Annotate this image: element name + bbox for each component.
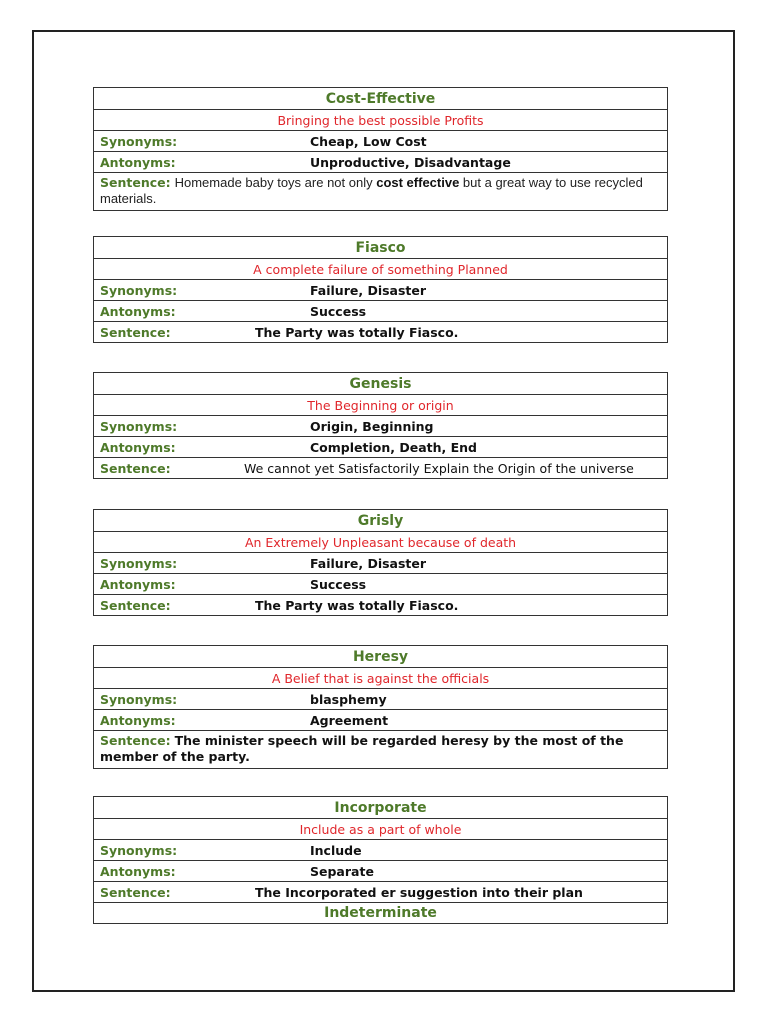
- synonyms-value: Origin, Beginning: [310, 418, 434, 434]
- word-title: Fiasco: [355, 239, 406, 256]
- vocab-card-incorporate: [93, 796, 668, 924]
- antonyms-label: Antonyms:: [100, 303, 176, 319]
- synonyms-label: Synonyms:: [100, 133, 178, 149]
- antonyms-row: [94, 300, 667, 321]
- word-title: Incorporate: [334, 799, 427, 816]
- synonyms-label: Synonyms:: [100, 842, 178, 858]
- synonyms-row: [94, 552, 667, 573]
- vocab-card-cost-effective: [93, 87, 668, 211]
- sentence-row: [94, 457, 667, 478]
- sentence-row: [94, 321, 667, 342]
- antonyms-value: Success: [310, 303, 367, 319]
- antonyms-label: Antonyms:: [100, 154, 176, 170]
- antonyms-label: Antonyms:: [100, 712, 176, 728]
- word-title: Heresy: [352, 648, 409, 665]
- sentence-text-bold: cost effective: [376, 175, 460, 190]
- synonyms-row: [94, 688, 667, 709]
- antonyms-row: [94, 709, 667, 730]
- word-definition: Include as a part of whole: [94, 818, 667, 839]
- synonyms-label: Synonyms:: [100, 691, 178, 707]
- synonyms-value: Failure, Disaster: [310, 555, 427, 571]
- word-definition: The Beginning or origin: [94, 394, 667, 415]
- vocab-card-grisly: [93, 509, 668, 616]
- sentence-value: We cannot yet Satisfactorily Explain the Origin of the universe: [244, 460, 634, 476]
- sentence-row: [94, 730, 667, 768]
- sentence-row: [94, 881, 667, 902]
- synonyms-row: [94, 279, 667, 300]
- antonyms-value: Success: [310, 576, 367, 592]
- synonyms-label: Synonyms:: [100, 282, 178, 298]
- synonyms-row: [94, 415, 667, 436]
- sentence-row: [94, 594, 667, 615]
- antonyms-row: [94, 151, 667, 172]
- next-word-title: Indeterminate: [94, 902, 667, 923]
- sentence-value: The Party was totally Fiasco.: [255, 324, 459, 340]
- sentence-label: Sentence:: [100, 597, 171, 613]
- synonyms-row: [94, 130, 667, 151]
- antonyms-label: Antonyms:: [100, 576, 176, 592]
- sentence-value: The Incorporated er suggestion into their plan: [255, 884, 583, 900]
- sentence-label: Sentence:: [100, 175, 171, 190]
- word-title: Cost-Effective: [325, 90, 436, 107]
- sentence-label: Sentence:: [100, 460, 171, 476]
- synonyms-label: Synonyms:: [100, 418, 178, 434]
- synonyms-value: Cheap, Low Cost: [310, 133, 427, 149]
- antonyms-value: Agreement: [310, 712, 389, 728]
- antonyms-label: Antonyms:: [100, 439, 176, 455]
- sentence-value: The Party was totally Fiasco.: [255, 597, 459, 613]
- vocab-card-genesis: [93, 372, 668, 479]
- word-definition: An Extremely Unpleasant because of death: [94, 531, 667, 552]
- word-title: Genesis: [349, 375, 412, 392]
- antonyms-row: [94, 436, 667, 457]
- antonyms-label: Antonyms:: [100, 863, 176, 879]
- sentence-label: Sentence:: [100, 324, 171, 340]
- word-definition: A complete failure of something Planned: [94, 258, 667, 279]
- word-definition: Bringing the best possible Profits: [94, 109, 667, 130]
- antonyms-value: Separate: [310, 863, 374, 879]
- vocab-card-fiasco: [93, 236, 668, 343]
- sentence-text-start: Homemade baby toys are not only: [174, 175, 377, 190]
- sentence-value: The minister speech will be regarded heresy by the most of the member of the party.: [100, 733, 624, 764]
- synonyms-label: Synonyms:: [100, 555, 178, 571]
- antonyms-row: [94, 573, 667, 594]
- antonyms-value: Completion, Death, End: [310, 439, 477, 455]
- sentence-text-end: but a great way to use recycled materials.: [100, 175, 643, 206]
- vocab-card-heresy: [93, 645, 668, 769]
- word-definition: A Belief that is against the officials: [94, 667, 667, 688]
- synonyms-value: Include: [310, 842, 362, 858]
- antonyms-row: [94, 860, 667, 881]
- synonyms-value: blasphemy: [310, 691, 387, 707]
- sentence-row: [94, 172, 667, 210]
- antonyms-value: Unproductive, Disadvantage: [310, 154, 511, 170]
- sentence-label: Sentence:: [100, 733, 171, 748]
- synonyms-value: Failure, Disaster: [310, 282, 427, 298]
- word-title: Grisly: [357, 512, 404, 529]
- sentence-label: Sentence:: [100, 884, 171, 900]
- synonyms-row: [94, 839, 667, 860]
